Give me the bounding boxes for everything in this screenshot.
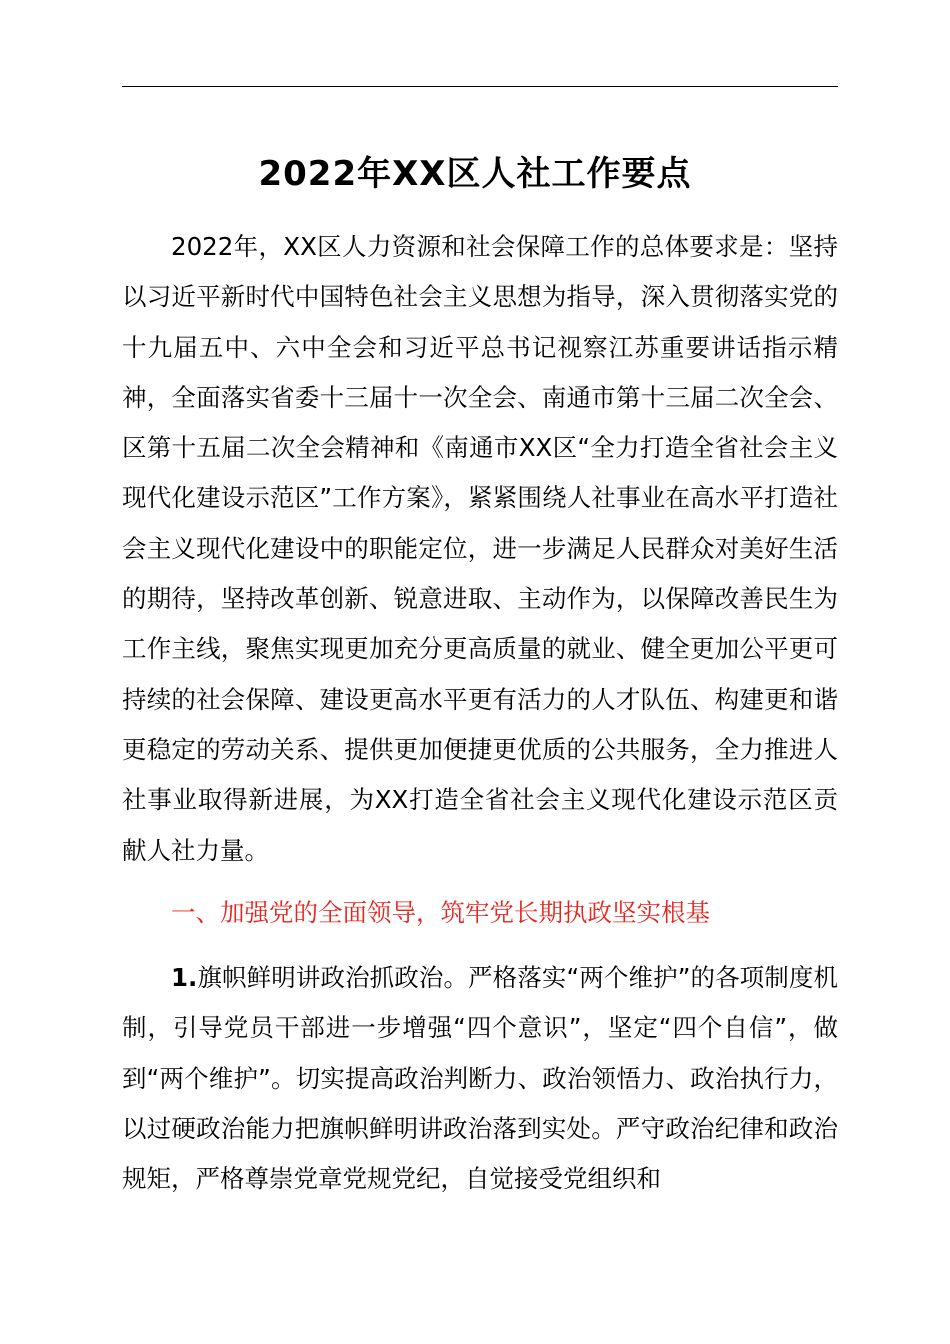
intro-paragraph: 2022年，XX区人力资源和社会保障工作的总体要求是：坚持以习近平新时代中国特色社会主义思想为指导，深入贯彻落实党的十九届五中、六中全会和习近平总书记视察江苏重要讲话指示精神，全面落实省委十三届十一次全会、南通市第十三届二次全会、区第十五届二次全会精神和《南通市XX区“全力打造全省社会主义现代化建设示范区”工作方案》，紧紧围绕人社事业在高水平打造社会主义现代化建设中的职能定位，进一步满足人民群众对美好生活的期待，坚持改革创新、锐意进取、主动作为，以保障改善民生为工作主线，聚焦实现更加充分更高质量的就业、健全更加公平更可持续的社会保障、建设更高水平更有活力的人才队伍、构建更和谐更稳定的劳动关系、提供更加便捷更优质的公共服务，全力推进人社事业取得新进展，为XX打造全省社会主义现代化建设示范区贡献人社力量。 [122, 232, 838, 865]
header-rule [122, 86, 838, 87]
document-title: 2022年XX区人社工作要点 [258, 154, 692, 194]
item-1-number: 1. [171, 963, 198, 992]
section-heading-1: 一、加强党的全面领导，筑牢党长期执政坚实根基 [171, 898, 710, 927]
item-1-text: 旗帜鲜明讲政治抓政治。严格落实“两个维护”的各项制度机制，引导党员干部进一步增强“四个意识”，坚定“四个自信”，做到“两个维护”。切实提高政治判断力、政治领悟力、政治执行力，以过硬政治能力把旗帜鲜明讲政治落到实处。严守政治纪律和政治规矩，严格尊崇党章党规党纪，自觉接受党组织和 [122, 963, 838, 1194]
item-1-paragraph [122, 953, 838, 1204]
